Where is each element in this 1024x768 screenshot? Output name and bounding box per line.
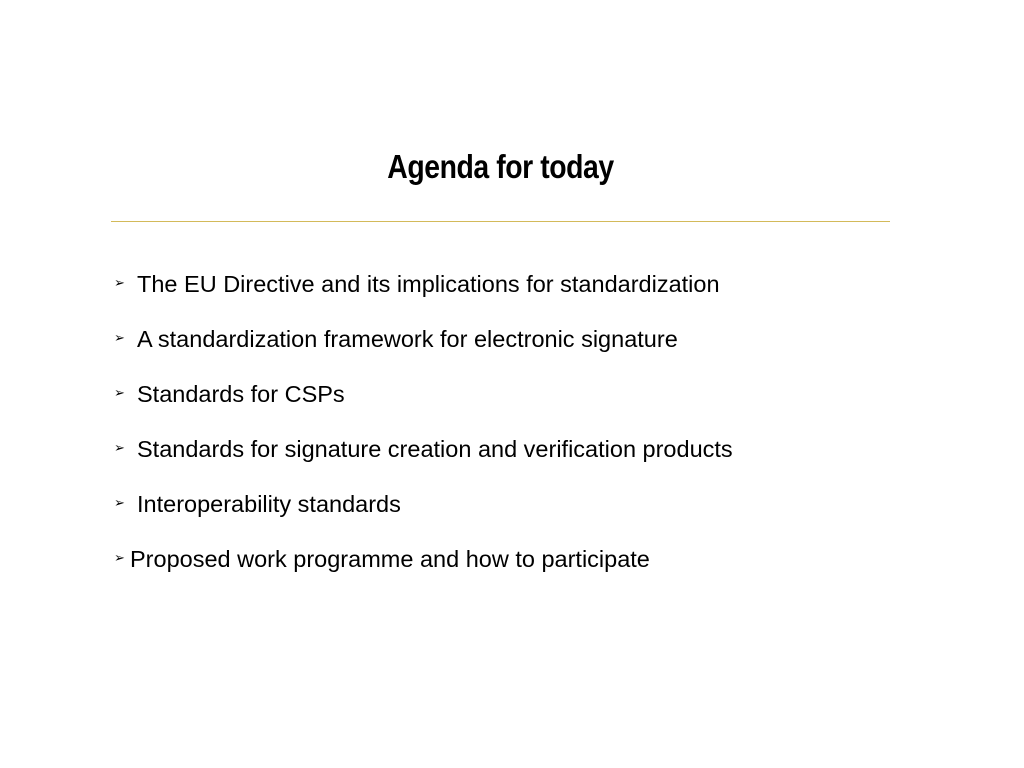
agenda-list <box>114 266 733 596</box>
agenda-item-text: The EU Directive and its implications for standardization <box>137 271 720 297</box>
arrow-bullet-icon: ➢ <box>114 386 125 401</box>
arrow-bullet-icon: ➢ <box>114 496 125 511</box>
arrow-bullet-icon: ➢ <box>114 331 125 346</box>
agenda-item <box>114 266 733 321</box>
arrow-bullet-icon: ➢ <box>114 551 125 566</box>
agenda-item-text: Standards for CSPs <box>137 381 345 407</box>
agenda-item <box>114 431 733 486</box>
agenda-item <box>114 321 733 376</box>
agenda-item <box>114 486 733 541</box>
arrow-bullet-icon: ➢ <box>114 441 125 456</box>
slide-title: Agenda for today <box>387 148 614 185</box>
agenda-item-text: Interoperability standards <box>137 491 401 517</box>
agenda-item <box>114 376 733 431</box>
agenda-item-text: A standardization framework for electronic signature <box>137 326 678 352</box>
agenda-item-text: Standards for signature creation and verification products <box>137 436 733 462</box>
title-divider <box>111 221 890 222</box>
agenda-item <box>114 541 733 596</box>
arrow-bullet-icon: ➢ <box>114 276 125 291</box>
agenda-item-text: Proposed work programme and how to participate <box>130 546 650 572</box>
